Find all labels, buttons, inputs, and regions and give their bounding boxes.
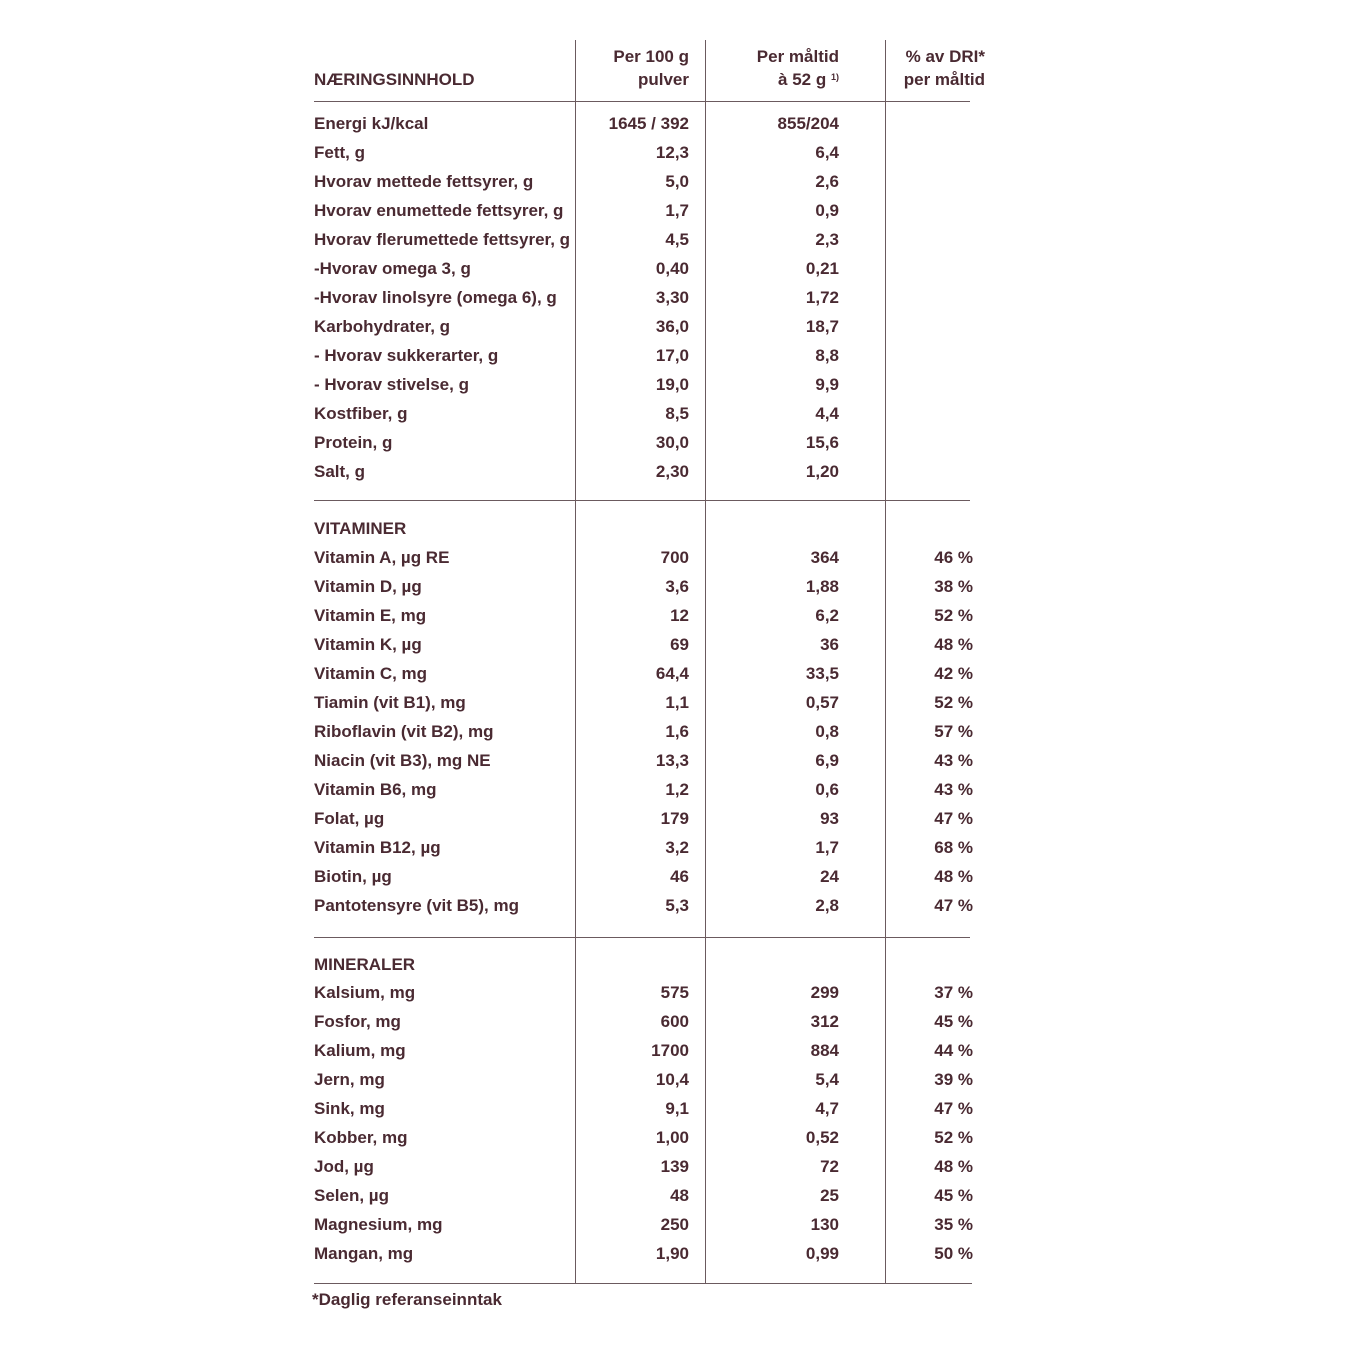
- minerals-row-per100: 10,4: [655, 1070, 689, 1089]
- minerals-row-per100: 48: [670, 1186, 689, 1205]
- vitamins-row-perMeal: 33,5: [805, 664, 839, 683]
- vitamins-row-perMeal: 0,8: [815, 722, 839, 741]
- nutrients-row-per100: 8,5: [665, 404, 689, 423]
- nutrients-row-per100: 12,3: [655, 143, 689, 162]
- minerals-row-per100: 575: [660, 983, 689, 1002]
- column-header-per-meal-amount: à 52 g: [778, 70, 827, 89]
- vitamins-row-perMeal: 2,8: [815, 896, 839, 915]
- nutrients-row-perMeal: 0,9: [815, 201, 839, 220]
- column-header-per100-line1: Per 100 g: [613, 47, 689, 66]
- nutrients-row-label: -Hvorav linolsyre (omega 6), g: [314, 288, 557, 307]
- vitamins-row-per100: 1,6: [665, 722, 689, 741]
- minerals-row-perMeal: 299: [810, 983, 839, 1002]
- nutrients-row-perMeal: 8,8: [815, 346, 839, 365]
- nutrients-row-perMeal: 855/204: [777, 114, 839, 133]
- vitamins-row-dri: 52 %: [934, 693, 973, 712]
- vitamins-row-dri: 57 %: [934, 722, 973, 741]
- column-divider-2: [705, 40, 706, 1283]
- vitamins-row-perMeal: 6,9: [815, 751, 839, 770]
- vitamins-row-label: Vitamin B6, mg: [314, 780, 437, 799]
- vitamins-row-dri: 42 %: [934, 664, 973, 683]
- vitamins-section-title: VITAMINER: [314, 519, 407, 538]
- nutrients-row-perMeal: 9,9: [815, 375, 839, 394]
- nutrients-row-per100: 1,7: [665, 201, 689, 220]
- minerals-section-title: MINERALER: [314, 955, 416, 974]
- minerals-row-perMeal: 72: [820, 1157, 839, 1176]
- vitamins-row-dri: 48 %: [934, 635, 973, 654]
- vitamins-row-label: Vitamin E, mg: [314, 606, 427, 625]
- nutrients-row-per100: 3,30: [655, 288, 689, 307]
- column-divider-3: [885, 40, 886, 1283]
- vitamins-row-label: Vitamin D, µg: [314, 577, 422, 596]
- column-header-per-meal-line2: [757, 68, 839, 91]
- vitamins-row-perMeal: 93: [820, 809, 839, 828]
- minerals-row-per100: 1,90: [655, 1244, 689, 1263]
- nutrients-row-per100: 4,5: [665, 230, 689, 249]
- nutrients-row-per100: 0,40: [655, 259, 689, 278]
- vitamins-row-dri: 68 %: [934, 838, 973, 857]
- vitamins-row-label: Vitamin A, µg RE: [314, 548, 450, 567]
- nutrients-row-label: -Hvorav omega 3, g: [314, 259, 471, 278]
- vitamins-row-perMeal: 0,57: [805, 693, 839, 712]
- nutrients-row-label: Hvorav mettede fettsyrer, g: [314, 172, 534, 191]
- vitamins-row-dri: 48 %: [934, 867, 973, 886]
- minerals-row-per100: 9,1: [665, 1099, 689, 1118]
- vitamins-row-per100: 3,2: [665, 838, 689, 857]
- minerals-row-dri: 48 %: [934, 1157, 973, 1176]
- vitamins-row-label: Tiamin (vit B1), mg: [314, 693, 466, 712]
- minerals-row-perMeal: 4,7: [815, 1099, 839, 1118]
- vitamins-row-per100: 13,3: [655, 751, 689, 770]
- minerals-row-label: Kalsium, mg: [314, 983, 416, 1002]
- vitamins-row-per100: 46: [670, 867, 689, 886]
- nutrients-row-per100: 36,0: [655, 317, 689, 336]
- minerals-row-label: Kalium, mg: [314, 1041, 406, 1060]
- minerals-row-dri: 44 %: [934, 1041, 973, 1060]
- nutrients-row-label: Hvorav enumettede fettsyrer, g: [314, 201, 564, 220]
- footnote: *Daglig referanseinntak: [312, 1290, 502, 1309]
- minerals-row-dri: 52 %: [934, 1128, 973, 1147]
- bottom-divider: [314, 1283, 972, 1284]
- nutrients-row-perMeal: 2,6: [815, 172, 839, 191]
- nutrients-row-per100: 19,0: [655, 375, 689, 394]
- nutrients-row-per100: 17,0: [655, 346, 689, 365]
- table-title: NÆRINGSINNHOLD: [314, 70, 475, 89]
- nutrients-row-label: Protein, g: [314, 433, 393, 452]
- vitamins-row-perMeal: 1,7: [815, 838, 839, 857]
- vitamins-row-per100: 3,6: [665, 577, 689, 596]
- nutrients-row-perMeal: 15,6: [805, 433, 839, 452]
- minerals-row-dri: 50 %: [934, 1244, 973, 1263]
- minerals-row-label: Mangan, mg: [314, 1244, 414, 1263]
- nutrients-row-label: Salt, g: [314, 462, 366, 481]
- column-header-dri-line2: per måltid: [903, 70, 985, 89]
- nutrients-row-perMeal: 1,20: [805, 462, 839, 481]
- nutrients-row-perMeal: 6,4: [815, 143, 839, 162]
- minerals-row-label: Magnesium, mg: [314, 1215, 443, 1234]
- vitamins-row-label: Vitamin K, µg: [314, 635, 422, 654]
- column-header-per-meal-line1: Per måltid: [756, 47, 839, 66]
- nutrients-row-perMeal: 18,7: [805, 317, 839, 336]
- column-header-per-meal: [757, 45, 839, 91]
- vitamins-row-per100: 1,2: [665, 780, 689, 799]
- minerals-row-label: Selen, µg: [314, 1186, 389, 1205]
- minerals-row-label: Sink, mg: [314, 1099, 385, 1118]
- nutrients-row-label: Hvorav flerumettede fettsyrer, g: [314, 230, 571, 249]
- minerals-row-dri: 35 %: [934, 1215, 973, 1234]
- vitamins-row-label: Pantotensyre (vit B5), mg: [314, 896, 519, 915]
- vitamins-row-dri: 52 %: [934, 606, 973, 625]
- nutrients-row-perMeal: 2,3: [815, 230, 839, 249]
- vitamins-row-label: Biotin, µg: [314, 867, 392, 886]
- minerals-row-dri: 45 %: [934, 1012, 973, 1031]
- vitamins-row-perMeal: 1,88: [805, 577, 839, 596]
- minerals-row-label: Jern, mg: [314, 1070, 385, 1089]
- vitamins-row-dri: 43 %: [934, 780, 973, 799]
- minerals-row-per100: 250: [660, 1215, 689, 1234]
- vitamins-row-dri: 43 %: [934, 751, 973, 770]
- nutrients-row-label: - Hvorav sukkerarter, g: [314, 346, 499, 365]
- nutrients-row-per100: 1645 / 392: [608, 114, 689, 133]
- nutrients-row-perMeal: 0,21: [805, 259, 839, 278]
- nutrients-row-per100: 5,0: [665, 172, 689, 191]
- column-header-dri-line1: % av DRI*: [905, 47, 985, 66]
- vitamins-row-dri: 38 %: [934, 577, 973, 596]
- minerals-divider: [314, 937, 970, 938]
- vitamins-row-per100: 69: [670, 635, 689, 654]
- nutrients-row-label: Kostfiber, g: [314, 404, 408, 423]
- nutrients-row-label: Fett, g: [314, 143, 365, 162]
- nutrients-row-label: Energi kJ/kcal: [314, 114, 429, 133]
- minerals-row-per100: 1,00: [655, 1128, 689, 1147]
- vitamins-row-label: Vitamin B12, µg: [314, 838, 441, 857]
- vitamins-row-label: Folat, µg: [314, 809, 385, 828]
- minerals-row-perMeal: 884: [810, 1041, 839, 1060]
- minerals-row-perMeal: 0,99: [805, 1244, 839, 1263]
- vitamins-row-per100: 1,1: [665, 693, 689, 712]
- minerals-row-perMeal: 25: [820, 1186, 839, 1205]
- vitamins-row-per100: 64,4: [655, 664, 689, 683]
- minerals-row-per100: 1700: [651, 1041, 689, 1060]
- footnote-marker: 1): [830, 72, 839, 82]
- minerals-row-dri: 39 %: [934, 1070, 973, 1089]
- minerals-row-dri: 37 %: [934, 983, 973, 1002]
- vitamins-row-perMeal: 24: [820, 867, 839, 886]
- minerals-row-label: Fosfor, mg: [314, 1012, 401, 1031]
- nutrients-row-per100: 2,30: [655, 462, 689, 481]
- minerals-row-perMeal: 5,4: [815, 1070, 839, 1089]
- minerals-row-dri: 47 %: [934, 1099, 973, 1118]
- vitamins-row-dri: 46 %: [934, 548, 973, 567]
- vitamins-row-perMeal: 364: [810, 548, 839, 567]
- vitamins-divider: [314, 500, 970, 501]
- minerals-row-per100: 139: [660, 1157, 689, 1176]
- minerals-row-label: Kobber, mg: [314, 1128, 408, 1147]
- header-divider: [314, 101, 970, 102]
- minerals-row-perMeal: 312: [810, 1012, 839, 1031]
- column-header-dri: [904, 45, 985, 91]
- minerals-row-per100: 600: [660, 1012, 689, 1031]
- vitamins-row-per100: 12: [670, 606, 689, 625]
- column-header-per100-line2: pulver: [637, 70, 689, 89]
- vitamins-row-label: Niacin (vit B3), mg NE: [314, 751, 491, 770]
- column-header-per100: [613, 45, 689, 91]
- minerals-row-dri: 45 %: [934, 1186, 973, 1205]
- vitamins-row-perMeal: 0,6: [815, 780, 839, 799]
- minerals-row-perMeal: 130: [810, 1215, 839, 1234]
- nutrients-row-label: - Hvorav stivelse, g: [314, 375, 469, 394]
- vitamins-row-per100: 5,3: [665, 896, 689, 915]
- vitamins-row-label: Vitamin C, mg: [314, 664, 428, 683]
- vitamins-row-per100: 700: [660, 548, 689, 567]
- vitamins-row-perMeal: 6,2: [815, 606, 839, 625]
- vitamins-row-dri: 47 %: [934, 809, 973, 828]
- vitamins-row-label: Riboflavin (vit B2), mg: [314, 722, 494, 741]
- vitamins-row-per100: 179: [660, 809, 689, 828]
- nutrients-row-per100: 30,0: [655, 433, 689, 452]
- nutrients-row-perMeal: 4,4: [815, 404, 839, 423]
- vitamins-row-dri: 47 %: [934, 896, 973, 915]
- minerals-row-label: Jod, µg: [314, 1157, 374, 1176]
- column-divider-1: [575, 40, 576, 1283]
- nutrients-row-label: Karbohydrater, g: [314, 317, 451, 336]
- nutrients-row-perMeal: 1,72: [805, 288, 839, 307]
- vitamins-row-perMeal: 36: [820, 635, 839, 654]
- minerals-row-perMeal: 0,52: [805, 1128, 839, 1147]
